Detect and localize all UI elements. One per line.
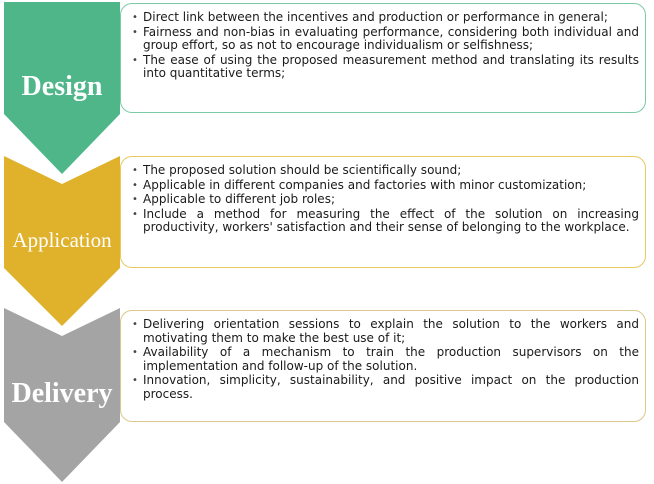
application-item bbox=[131, 208, 639, 235]
bullet-icon: • bbox=[132, 347, 138, 359]
bullet-icon: • bbox=[132, 12, 138, 23]
application-item-text: Include a method for measuring the effect of the solution on increasing productivity, workers' satisfaction and their sense of belonging to the workplace. bbox=[143, 206, 639, 235]
bullet-icon: • bbox=[132, 208, 138, 220]
application-item bbox=[131, 164, 639, 178]
application-item-text: Applicable in different companies and factories with minor customization; bbox=[143, 177, 587, 192]
design-item bbox=[131, 54, 639, 81]
design-item-text: Fairness and non-bias in evaluating performance, considering both individual and group effort, so as not to encourage individualism or selfishness; bbox=[143, 24, 639, 53]
design-item-text: The ease of using the proposed measurement method and translating its results into quantitative terms; bbox=[143, 52, 639, 81]
application-item-text: Applicable to different job roles; bbox=[143, 192, 335, 207]
design-list bbox=[131, 11, 639, 81]
application-item bbox=[131, 179, 639, 193]
design-item bbox=[131, 11, 639, 25]
delivery-item bbox=[131, 374, 639, 401]
bullet-icon: • bbox=[132, 375, 138, 387]
application-item-text: The proposed solution should be scientifically sound; bbox=[143, 163, 462, 177]
bullet-icon: • bbox=[132, 54, 138, 66]
delivery-title: Delivery bbox=[11, 378, 113, 409]
application-item bbox=[131, 193, 639, 207]
delivery-item bbox=[131, 318, 639, 345]
bullet-icon: • bbox=[132, 194, 138, 206]
delivery-panel bbox=[120, 310, 646, 422]
design-item-text: Direct link between the incentives and production or performance in general; bbox=[143, 10, 608, 24]
delivery-list bbox=[131, 318, 639, 402]
bullet-icon: • bbox=[132, 26, 138, 38]
delivery-item-text: Innovation, simplicity, sustainability, and positive impact on the production process. bbox=[143, 373, 639, 401]
application-list bbox=[131, 164, 639, 235]
design-panel bbox=[120, 3, 646, 113]
bullet-icon: • bbox=[132, 319, 138, 330]
design-item bbox=[131, 26, 639, 53]
delivery-item-text: Availability of a mechanism to train the production supervisors on the implementation and follow-up of the solution. bbox=[143, 345, 639, 373]
delivery-item-text: Delivering orientation sessions to explain the solution to the workers and motivating them to make the best use of it; bbox=[143, 317, 639, 345]
bullet-icon: • bbox=[132, 165, 138, 176]
bullet-icon: • bbox=[132, 179, 138, 191]
delivery-item bbox=[131, 346, 639, 373]
design-title: Design bbox=[21, 71, 103, 102]
application-panel bbox=[120, 156, 646, 268]
application-title: Application bbox=[12, 228, 112, 252]
